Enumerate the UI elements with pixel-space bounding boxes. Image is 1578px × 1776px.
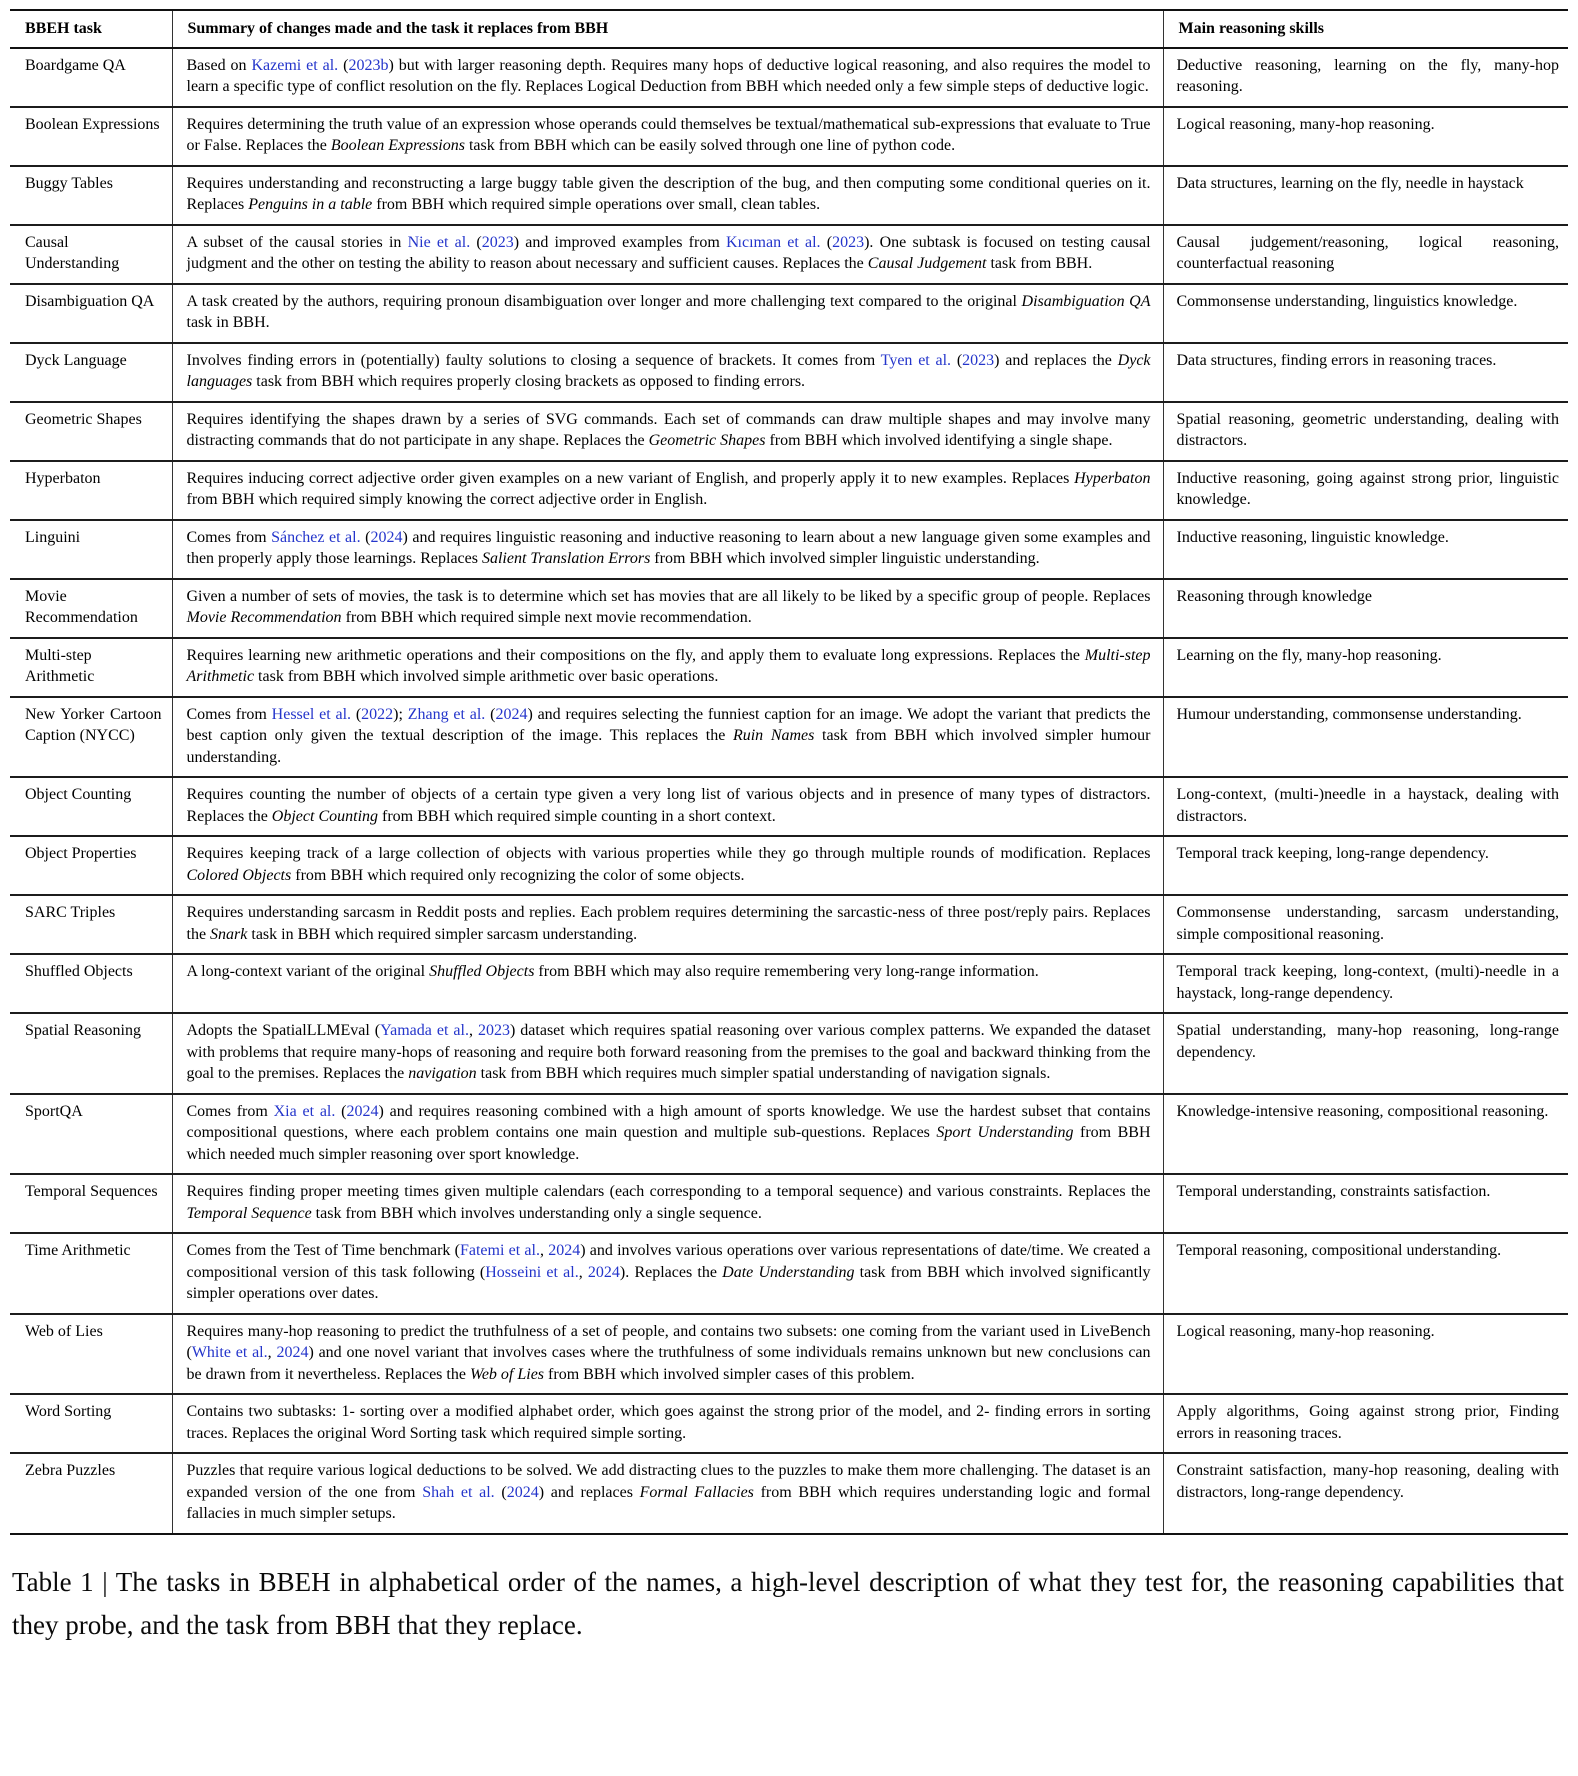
header-summary: Summary of changes made and the task it replaces from BBH bbox=[172, 10, 1163, 48]
task-summary-cell bbox=[172, 1013, 1163, 1094]
text-segment: A long-context variant of the original bbox=[186, 963, 430, 980]
text-segment: from BBH which required simply knowing the correct adjective order in English. bbox=[186, 491, 708, 508]
text-segment: task in BBH which required simpler sarcasm understanding. bbox=[247, 925, 638, 943]
task-summary-cell bbox=[172, 520, 1163, 579]
task-summary-cell bbox=[172, 1233, 1163, 1314]
text-segment: task from BBH which involved simpler humour understanding. bbox=[186, 727, 1151, 766]
reasoning-skills-cell: Data structures, finding errors in reasoning traces. bbox=[1163, 343, 1568, 402]
table-row bbox=[10, 520, 1568, 579]
text-segment: ) and replaces the bbox=[994, 351, 1118, 369]
header-reasoning-skills: Main reasoning skills bbox=[1163, 10, 1568, 48]
text-segment: ( bbox=[338, 56, 349, 74]
text-segment: Comes from bbox=[186, 528, 272, 546]
text-segment: task from BBH which involved significantly simpler operations over dates. bbox=[186, 1263, 1151, 1302]
replaced-task-name: Dyck languages bbox=[186, 351, 1151, 390]
replaced-task-name: Date Understanding bbox=[722, 1263, 855, 1281]
task-name-cell: Zebra Puzzles bbox=[10, 1453, 172, 1534]
header-bbeh-task: BBEH task bbox=[10, 10, 172, 48]
text-segment: ) and involves various operations over various representations of date/time. We created a compositional version of this task following ( bbox=[186, 1242, 1151, 1281]
task-name-cell: New Yorker Cartoon Caption (NYCC) bbox=[10, 697, 172, 778]
replaced-task-name: Causal Judgement bbox=[867, 255, 987, 272]
table-row bbox=[10, 1233, 1568, 1314]
text-segment: task from BBH which involves understanding only a single sequence. bbox=[311, 1204, 762, 1222]
task-name-cell: Shuffled Objects bbox=[10, 954, 172, 1013]
replaced-task-name: Salient Translation Errors bbox=[481, 550, 651, 567]
bbeh-tasks-table bbox=[10, 9, 1568, 1535]
task-name-cell: Hyperbaton bbox=[10, 461, 172, 520]
text-segment: task in BBH. bbox=[186, 314, 270, 331]
task-name-cell: Disambiguation QA bbox=[10, 284, 172, 343]
citation-link[interactable]: 2024 bbox=[548, 1242, 581, 1259]
reasoning-skills-cell: Spatial understanding, many-hop reasoning, long-range dependency. bbox=[1163, 1013, 1568, 1094]
text-segment: Given a number of sets of movies, the task is to determine which set has movies that are all likely to be liked by a specific group of people. Replaces bbox=[186, 587, 1151, 605]
task-summary-cell bbox=[172, 579, 1163, 638]
header-row bbox=[10, 10, 1568, 48]
replaced-task-name: Shuffled Objects bbox=[429, 963, 535, 980]
text-segment: Requires keeping track of a large collection of objects with various properties while they go through multiple rounds of modification. Replaces bbox=[186, 845, 1151, 862]
text-segment: from BBH which involved simpler cases of this problem. bbox=[544, 1365, 915, 1383]
text-segment: from BBH which requires understanding logic and formal fallacies in much simpler setups. bbox=[186, 1483, 1151, 1522]
replaced-task-name: Colored Objects bbox=[186, 866, 292, 884]
table-caption: Table 1 | The tasks in BBEH in alphabetical order of the names, a high-level description of what they test for, the reasoning capabilities that they probe, and the task from BBH that they replace. bbox=[12, 1566, 1564, 1640]
task-summary-cell bbox=[172, 1174, 1163, 1233]
task-name-cell: Object Properties bbox=[10, 836, 172, 895]
text-segment: ( bbox=[494, 1483, 507, 1501]
task-summary-cell bbox=[172, 1453, 1163, 1534]
table-row bbox=[10, 166, 1568, 225]
citation-link[interactable]: 2024 bbox=[346, 1102, 379, 1120]
table-row bbox=[10, 1314, 1568, 1395]
task-name-cell: Spatial Reasoning bbox=[10, 1013, 172, 1094]
task-name-cell: Boardgame QA bbox=[10, 48, 172, 107]
text-segment: Requires many-hop reasoning to predict the truthfulness of a set of people, and contains two subsets: one coming from the variant used in LiveBench ( bbox=[186, 1322, 1151, 1361]
text-segment: task from BBH which requires much simpler spatial understanding of navigation signals. bbox=[476, 1065, 1051, 1082]
task-name-cell: SportQA bbox=[10, 1094, 172, 1175]
citation-link[interactable]: 2024 bbox=[587, 1263, 620, 1281]
citation-link[interactable]: Kıcıman et al. bbox=[725, 233, 821, 251]
reasoning-skills-cell: Humour understanding, commonsense understanding. bbox=[1163, 697, 1568, 778]
task-name-cell: Linguini bbox=[10, 520, 172, 579]
text-segment: , bbox=[468, 1022, 478, 1039]
text-segment: Adopts the SpatialLLMEval ( bbox=[186, 1022, 381, 1039]
task-name-cell: Time Arithmetic bbox=[10, 1233, 172, 1314]
citation-link[interactable]: 2023 bbox=[481, 233, 514, 251]
text-segment: ) and improved examples from bbox=[513, 233, 726, 251]
text-segment: Requires inducing correct adjective order given examples on a new variant of English, and properly apply it to new examples. Replaces bbox=[186, 469, 1075, 487]
citation-link[interactable]: 2024 bbox=[370, 528, 403, 546]
task-summary-cell bbox=[172, 461, 1163, 520]
citation-link[interactable]: 2023 bbox=[962, 351, 995, 369]
text-segment: Requires understanding and reconstructing a large buggy table given the description of the bug, and then computing some conditional queries on it. Replaces bbox=[186, 174, 1151, 213]
reasoning-skills-cell: Commonsense understanding, sarcasm understanding, simple compositional reasoning. bbox=[1163, 895, 1568, 954]
text-segment: ( bbox=[351, 705, 362, 723]
table-row bbox=[10, 777, 1568, 836]
text-segment: Requires finding proper meeting times given multiple calendars (each corresponding to a temporal sequence) and various constraints. Replaces the bbox=[186, 1183, 1151, 1200]
table-row bbox=[10, 579, 1568, 638]
citation-link[interactable]: Hosseini et al. bbox=[485, 1263, 579, 1281]
task-name-cell: Web of Lies bbox=[10, 1314, 172, 1395]
task-summary-cell bbox=[172, 343, 1163, 402]
replaced-task-name: Ruin Names bbox=[732, 727, 815, 744]
table-row bbox=[10, 461, 1568, 520]
task-summary-cell bbox=[172, 777, 1163, 836]
task-name-cell: Dyck Language bbox=[10, 343, 172, 402]
text-segment: task from BBH. bbox=[986, 255, 1093, 272]
text-segment: Comes from bbox=[186, 1102, 274, 1120]
replaced-task-name: Snark bbox=[210, 925, 248, 943]
text-segment: ( bbox=[360, 528, 371, 546]
text-segment: Puzzles that require various logical deductions to be solved. We add distracting clues to the puzzles to make them more challenging. The dataset is an expanded version of the one from bbox=[186, 1462, 1151, 1501]
reasoning-skills-cell: Spatial reasoning, geometric understanding, dealing with distractors. bbox=[1163, 402, 1568, 461]
citation-link[interactable]: Zhang et al. bbox=[407, 705, 486, 723]
citation-link[interactable]: Fatemi et al. bbox=[459, 1242, 540, 1259]
replaced-task-name: Hyperbaton bbox=[1074, 469, 1151, 487]
text-segment: from BBH which involved simpler linguistic understanding. bbox=[650, 550, 1040, 567]
reasoning-skills-cell: Apply algorithms, Going against strong prior, Finding errors in reasoning traces. bbox=[1163, 1394, 1568, 1453]
reasoning-skills-cell: Causal judgement/reasoning, logical reasoning, counterfactual reasoning bbox=[1163, 225, 1568, 284]
text-segment: ) and requires selecting the funniest caption for an image. We adopt the variant that predicts the best caption only given the textual description of the image. This replaces the bbox=[186, 705, 1151, 744]
reasoning-skills-cell: Temporal reasoning, compositional understanding. bbox=[1163, 1233, 1568, 1314]
table-row bbox=[10, 697, 1568, 778]
citation-link[interactable]: 2022 bbox=[361, 705, 394, 723]
text-segment: task from BBH which can be easily solved through one line of python code. bbox=[464, 137, 956, 154]
task-summary-cell bbox=[172, 697, 1163, 778]
text-segment: ) and requires reasoning combined with a high amount of sports knowledge. We use the hardest subset that contains compositional questions, where each problem contains one main question and multiple sub-questions. Replaces bbox=[186, 1102, 1151, 1141]
text-segment: ) but with larger reasoning depth. Requires many hops of deductive logical reasoning, and also requires the model to learn a specific type of conflict resolution on the fly. Replaces Logical Deduction from BBH which needed only a few simple steps of deductive logic. bbox=[186, 56, 1151, 95]
table-row bbox=[10, 225, 1568, 284]
table-row bbox=[10, 1094, 1568, 1175]
task-name-cell: Causal Understanding bbox=[10, 225, 172, 284]
reasoning-skills-cell: Data structures, learning on the fly, needle in haystack bbox=[1163, 166, 1568, 225]
text-segment: from BBH which required simple operations over small, clean tables. bbox=[372, 196, 821, 213]
table-row bbox=[10, 895, 1568, 954]
text-segment: ); bbox=[393, 705, 408, 723]
task-summary-cell bbox=[172, 1394, 1163, 1453]
text-segment: Requires determining the truth value of an expression whose operands could themselves be textual/mathematical sub-expressions that evaluate to True or False. Replaces the bbox=[186, 115, 1151, 154]
citation-link[interactable]: Tyen et al. bbox=[880, 351, 952, 369]
citation-link[interactable]: 2024 bbox=[276, 1344, 309, 1361]
task-summary-cell bbox=[172, 225, 1163, 284]
table-row bbox=[10, 1174, 1568, 1233]
citation-link[interactable]: 2023 bbox=[832, 233, 865, 251]
task-name-cell: Multi-step Arithmetic bbox=[10, 638, 172, 697]
citation-link[interactable]: 2024 bbox=[495, 705, 528, 723]
citation-link[interactable]: Shah et al. bbox=[422, 1483, 495, 1501]
text-segment: A task created by the authors, requiring pronoun disambiguation over longer and more challenging text compared to the original bbox=[186, 292, 1022, 310]
text-segment: ) dataset which requires spatial reasoning over various complex patterns. We expanded the dataset with problems that require many-hops of reasoning and require both forward reasoning from the premises to the goal and backward thinking from the goal to the premises. Replaces the bbox=[186, 1022, 1151, 1082]
replaced-task-name: Disambiguation QA bbox=[1021, 292, 1151, 310]
text-segment: Comes from bbox=[186, 705, 272, 723]
text-segment: ). One subtask is focused on testing causal judgment and the other on testing the ability to reason about necessary and sufficient causes. Replaces the bbox=[186, 233, 1151, 272]
replaced-task-name: Sport Understanding bbox=[936, 1124, 1074, 1141]
task-summary-cell bbox=[172, 166, 1163, 225]
reasoning-skills-cell: Reasoning through knowledge bbox=[1163, 579, 1568, 638]
text-segment: from BBH which may also require remembering very long-range information. bbox=[534, 963, 1039, 980]
replaced-task-name: Penguins in a table bbox=[248, 196, 373, 213]
replaced-task-name: Temporal Sequence bbox=[186, 1204, 312, 1222]
text-segment: Contains two subtasks: 1- sorting over a modified alphabet order, which goes against the strong prior of the model, and 2- finding errors in sorting traces. Replaces the original Word Sorting task which required simple sorting. bbox=[186, 1403, 1151, 1442]
text-segment: Requires understanding sarcasm in Reddit posts and replies. Each problem requires determining the sarcastic-ness of three post/reply pairs. Replaces the bbox=[186, 904, 1151, 943]
task-name-cell: Word Sorting bbox=[10, 1394, 172, 1453]
reasoning-skills-cell: Long-context, (multi-)needle in a haystack, dealing with distractors. bbox=[1163, 777, 1568, 836]
text-segment: ( bbox=[335, 1102, 347, 1120]
task-name-cell: Object Counting bbox=[10, 777, 172, 836]
task-name-cell: Buggy Tables bbox=[10, 166, 172, 225]
table-row bbox=[10, 954, 1568, 1013]
task-name-cell: Movie Recommendation bbox=[10, 579, 172, 638]
text-segment: ) and requires linguistic reasoning and inductive reasoning to learn about a new language given some examples and then properly apply those learnings. Replaces bbox=[186, 528, 1151, 567]
task-summary-cell bbox=[172, 1314, 1163, 1395]
text-segment: Requires learning new arithmetic operations and their compositions on the fly, and apply them to evaluate long expressions. Replaces the bbox=[186, 646, 1085, 664]
text-segment: A subset of the causal stories in bbox=[186, 233, 408, 251]
citation-link[interactable]: Sánchez et al. bbox=[271, 528, 361, 546]
table-row bbox=[10, 284, 1568, 343]
text-segment: ( bbox=[470, 233, 482, 251]
text-segment: ). Replaces the bbox=[619, 1263, 723, 1281]
text-segment: Based on bbox=[186, 56, 252, 74]
text-segment: from BBH which involved identifying a single shape. bbox=[765, 432, 1113, 449]
text-segment: task from BBH which involved simple arithmetic over basic operations. bbox=[254, 668, 719, 685]
text-segment: ( bbox=[820, 233, 833, 251]
reasoning-skills-cell: Learning on the fly, many-hop reasoning. bbox=[1163, 638, 1568, 697]
text-segment: , bbox=[267, 1344, 277, 1361]
table-body bbox=[10, 48, 1568, 1534]
text-segment: from BBH which required only recognizing the color of some objects. bbox=[291, 866, 745, 884]
replaced-task-name: Object Counting bbox=[271, 807, 379, 825]
table-row bbox=[10, 343, 1568, 402]
table-row bbox=[10, 638, 1568, 697]
reasoning-skills-cell: Commonsense understanding, linguistics knowledge. bbox=[1163, 284, 1568, 343]
task-name-cell: Temporal Sequences bbox=[10, 1174, 172, 1233]
replaced-task-name: Formal Fallacies bbox=[639, 1483, 754, 1501]
replaced-task-name: Geometric Shapes bbox=[648, 432, 766, 449]
task-name-cell: Geometric Shapes bbox=[10, 402, 172, 461]
task-summary-cell bbox=[172, 402, 1163, 461]
task-summary-cell bbox=[172, 1094, 1163, 1175]
text-segment: ( bbox=[951, 351, 963, 369]
citation-link[interactable]: 2023 bbox=[477, 1022, 510, 1039]
task-summary-cell bbox=[172, 638, 1163, 697]
task-summary-cell bbox=[172, 895, 1163, 954]
citation-link[interactable]: Xia et al. bbox=[273, 1102, 336, 1120]
citation-link[interactable]: Nie et al. bbox=[407, 233, 471, 251]
citation-link[interactable]: Kazemi et al. bbox=[251, 56, 339, 74]
text-segment: from BBH which needed much simpler reasoning over sport knowledge. bbox=[186, 1124, 1151, 1163]
task-summary-cell bbox=[172, 836, 1163, 895]
reasoning-skills-cell: Deductive reasoning, learning on the fly, many-hop reasoning. bbox=[1176, 56, 1559, 95]
table-row bbox=[10, 1453, 1568, 1534]
citation-link[interactable]: White et al. bbox=[191, 1344, 268, 1361]
task-name-cell: Boolean Expressions bbox=[10, 107, 172, 166]
reasoning-skills-cell: Temporal track keeping, long-range dependency. bbox=[1163, 836, 1568, 895]
text-segment: Requires counting the number of objects of a certain type given a very long list of various objects and in presence of many types of distractors. Replaces the bbox=[186, 786, 1151, 825]
citation-link[interactable]: 2024 bbox=[506, 1483, 539, 1501]
reasoning-skills-cell: Inductive reasoning, going against strong prior, linguistic knowledge. bbox=[1163, 461, 1568, 520]
reasoning-skills-cell: Temporal track keeping, long-context, (multi)-needle in a haystack, long-range dependency. bbox=[1163, 954, 1568, 1013]
text-segment: , bbox=[539, 1242, 549, 1259]
table-row bbox=[10, 402, 1568, 461]
replaced-task-name: navigation bbox=[408, 1065, 477, 1082]
reasoning-skills-cell: Temporal understanding, constraints satisfaction. bbox=[1163, 1174, 1568, 1233]
reasoning-skills-cell: Inductive reasoning, linguistic knowledge. bbox=[1163, 520, 1568, 579]
text-segment: Involves finding errors in (potentially) faulty solutions to closing a sequence of brackets. It comes from bbox=[186, 351, 881, 369]
text-segment: from BBH which required simple counting in a short context. bbox=[378, 807, 776, 825]
text-segment: Requires identifying the shapes drawn by a series of SVG commands. Each set of commands can draw multiple shapes and may involve many distracting commands that do not participate in any shape. Replaces the bbox=[186, 410, 1151, 449]
table-row bbox=[10, 1013, 1568, 1094]
citation-link[interactable]: Hessel et al. bbox=[271, 705, 352, 723]
citation-link[interactable]: Yamada et al. bbox=[380, 1022, 469, 1039]
text-segment: , bbox=[578, 1263, 588, 1281]
replaced-task-name: Movie Recommendation bbox=[186, 609, 342, 626]
replaced-task-name: Boolean Expressions bbox=[330, 137, 465, 154]
text-segment: from BBH which required simple next movie recommendation. bbox=[341, 609, 752, 626]
text-segment: task from BBH which requires properly closing brackets as opposed to finding errors. bbox=[252, 373, 806, 390]
table-header bbox=[10, 10, 1568, 48]
citation-link[interactable]: 2023b bbox=[348, 56, 389, 74]
reasoning-skills-cell: Logical reasoning, many-hop reasoning. bbox=[1163, 1314, 1568, 1395]
task-summary-cell bbox=[172, 284, 1163, 343]
task-summary-cell bbox=[172, 107, 1163, 166]
task-summary-cell bbox=[172, 954, 1163, 1013]
reasoning-skills-cell: Knowledge-intensive reasoning, compositional reasoning. bbox=[1163, 1094, 1568, 1175]
table-row bbox=[10, 48, 1568, 107]
task-summary-cell bbox=[172, 48, 1163, 107]
table-row bbox=[10, 836, 1568, 895]
replaced-task-name: Multi-step Arithmetic bbox=[186, 646, 1151, 685]
text-segment: Comes from the Test of Time benchmark ( bbox=[186, 1242, 460, 1259]
text-segment: ) and one novel variant that involves cases where the truthfulness of some individuals remains unknown but new conclusions can be drawn from it nevertheless. Replaces the bbox=[186, 1344, 1151, 1383]
table-row bbox=[10, 1394, 1568, 1453]
reasoning-skills-cell: Logical reasoning, many-hop reasoning. bbox=[1163, 107, 1568, 166]
reasoning-skills-cell: Constraint satisfaction, many-hop reasoning, dealing with distractors, long-range dependency. bbox=[1163, 1453, 1568, 1534]
table-row bbox=[10, 107, 1568, 166]
replaced-task-name: Web of Lies bbox=[469, 1365, 545, 1383]
text-segment: ) and replaces bbox=[538, 1483, 640, 1501]
text-segment: ( bbox=[485, 705, 496, 723]
task-name-cell: SARC Triples bbox=[10, 895, 172, 954]
